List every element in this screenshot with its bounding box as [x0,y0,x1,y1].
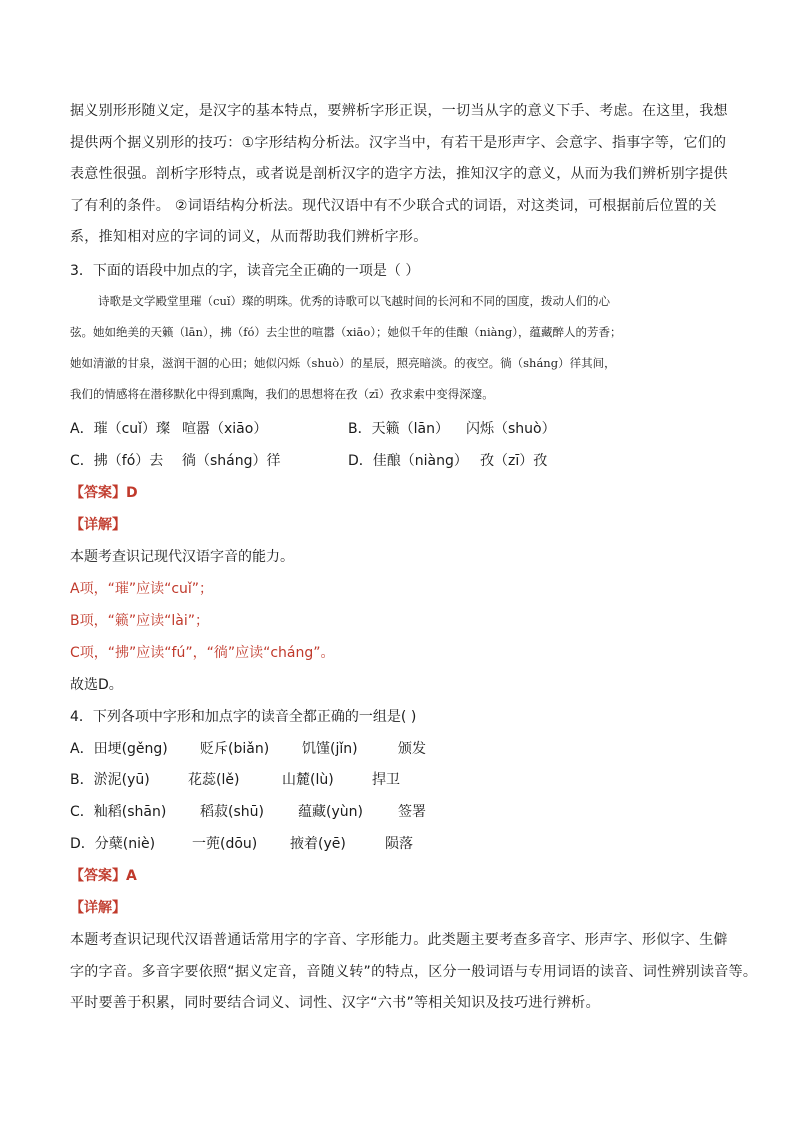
option-b-word-1: B．淤泥(yū) [70,772,150,788]
option-b-word-4: 捍卫 [372,772,400,788]
option-a-part-1: A．璀（cuǐ）璨 [70,421,171,437]
option-c-word-2: 稻菽(shū) [200,804,264,820]
detail-line: 平时要善于积累，同时要结合词义、词性、汉字“六书”等相关知识及技巧进行辨析。 [70,995,600,1011]
question-3-detail-a: A项，“璀”应读“cuǐ”； [70,581,214,597]
option-b-part-1: B．天籁（lān） [348,421,449,437]
question-3-stem: 3．下面的语段中加点的字，读音完全正确的一项是（ ） [70,263,420,279]
detail-line: 本题考查识记现代汉语普通话常用字的字音、字形能力。此类题主要考查多音字、形声字、形似字、生僻 [70,932,728,948]
option-d-word-4: 陨落 [385,836,413,852]
intro-line: 系，推知相对应的字词的词义，从而帮助我们辨析字形。 [70,229,428,245]
question-4-detail-paragraph [70,925,758,1020]
question-3-options-row-1 [70,419,730,439]
intro-line: 了有利的条件。 ②词语结构分析法。现代汉语中有不少联合式的词语，对这类词，可根据前后位置的关 [70,197,717,214]
intro-line: 提供两个据义别形的技巧：①字形结构分析法。汉字当中，有若干是形声字、会意字、指事字等，它们的 [70,134,727,151]
passage-line: 她如清澈的甘泉，滋润干涸的心田；她似闪烁（shuò）的星辰，照亮暗淡。的夜空。徜（sháng）徉其间， [70,356,616,370]
question-3-answer: 【答案】D [70,485,138,501]
passage-line: 诗歌是文学殿堂里璀（cuǐ）璨的明珠。优秀的诗歌可以飞越时间的长河和不同的国度，拨动人们的心 [98,294,611,308]
option-c-word-3: 蕴藏(yùn) [298,804,363,820]
passage-line: 弦。她如绝美的天籁（lān），拂（fó）去尘世的喧嚣（xiāo）；她似千年的佳酿（niàng），蕴藏醉人的芳香； [70,325,622,339]
question-3-detail-intro: 本题考查识记现代汉语字音的能力。 [70,549,294,565]
passage-line: 我们的情感将在潜移默化中得到熏陶，我们的思想将在孜（zī）孜求索中变得深邃。 [70,387,494,401]
question-3-passage [70,286,730,410]
option-d-word-1: D．分蘖(niè) [70,836,156,852]
option-a-word-2: 贬斥(biǎn) [200,741,270,757]
option-a-word-4: 颁发 [398,741,426,757]
option-a-part-2: 喧嚣（xiāo） [182,421,268,437]
option-b-word-2: 花蕊(lě) [188,772,240,788]
question-3-detail-label: 【详解】 [70,517,126,533]
intro-paragraph [70,96,730,254]
option-d-part-2: 孜（zī）孜 [480,453,548,469]
intro-line: 据义别形形随义定，是汉字的基本特点，要辨析字形正误，一切当从字的意义下手、考虑。在这里，我想 [70,103,728,119]
option-d-word-3: 掖着(yē) [290,836,346,852]
question-4-answer: 【答案】A [70,868,137,884]
option-b-word-3: 山麓(lù) [282,772,334,788]
question-3-detail-b: B项，“籁”应读“lài”； [70,613,209,629]
question-4-stem: 4．下列各项中字形和加点字的读音全都正确的一组是( ) [70,709,417,725]
option-a-word-1: A．田埂(gěng) [70,741,168,757]
option-c-word-1: C．籼稻(shān) [70,804,167,820]
option-d-part-1: D．佳酿（niàng） [348,453,468,469]
question-3-options-row-2 [70,451,730,471]
intro-line: 表意性很强。剖析字形特点，或者说是剖析汉字的造字方法，推知汉字的意义，从而为我们辨析别字提供 [70,166,728,182]
option-c-part-1: C．拂（fó）去 [70,453,164,469]
detail-line: 字的字音。多音字要依照“据义定音，音随义转”的特点，区分一般词语与专用词语的读音、词性辨别读音等。 [70,963,758,980]
option-b-part-2: 闪烁（shuò） [466,421,556,437]
question-3-detail-c: C项，“拂”应读“fú”，“徜”应读“cháng”。 [70,645,335,661]
option-a-word-3: 饥馑(jǐn) [302,741,358,757]
option-d-word-2: 一蔸(dōu) [192,836,258,852]
option-c-word-4: 签署 [398,804,426,820]
question-4-detail-label: 【详解】 [70,900,126,916]
question-3-conclusion: 故选D。 [70,677,123,693]
option-c-part-2: 徜（sháng）徉 [182,453,281,469]
